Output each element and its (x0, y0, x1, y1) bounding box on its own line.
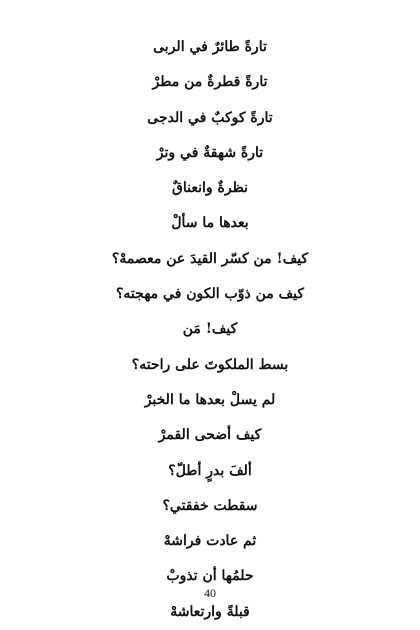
poem-line: لم يسلْ بعدها ما الخبرْ (144, 391, 276, 408)
poem-text (0, 30, 420, 630)
poem-line: سقطت خفقتي؟ (162, 497, 258, 514)
poem-line: تارةً كوكبٌ في الدجى (147, 109, 273, 126)
poem-line: نظرةٌ وانعناقٌ (172, 180, 248, 197)
poem-line: تارةً طائرٌ في الربى (153, 39, 267, 55)
poem-line: بسط الملكوتَ على راحته؟ (131, 356, 289, 373)
poem-line: تارةً شهقةٌ في وترْ (156, 144, 264, 161)
poem-line: كيف من ذوّب الكون في مهجته؟ (116, 286, 304, 303)
poem-line: ألفَ بدرٍ أطلّ؟ (168, 462, 252, 479)
poem-line: كيف! من كسّر القيدَ عن معصمهْ؟ (111, 250, 309, 267)
poem-line: تارةً قطرةٌ من مطرْ (152, 74, 268, 91)
poem-line: بعدها ما سألْ (171, 215, 249, 232)
page-number: 40 (204, 586, 216, 600)
poem-line: ثم عادت فراشهْ (163, 533, 257, 550)
poem-line: كيف أضحى القمرْ (158, 427, 262, 444)
poem-line: كيف! مَن (182, 321, 238, 338)
poem-line: قبلةً وارتعاشهْ (170, 603, 250, 620)
poem-line: حلمُها أن تذوبْ (166, 568, 254, 585)
